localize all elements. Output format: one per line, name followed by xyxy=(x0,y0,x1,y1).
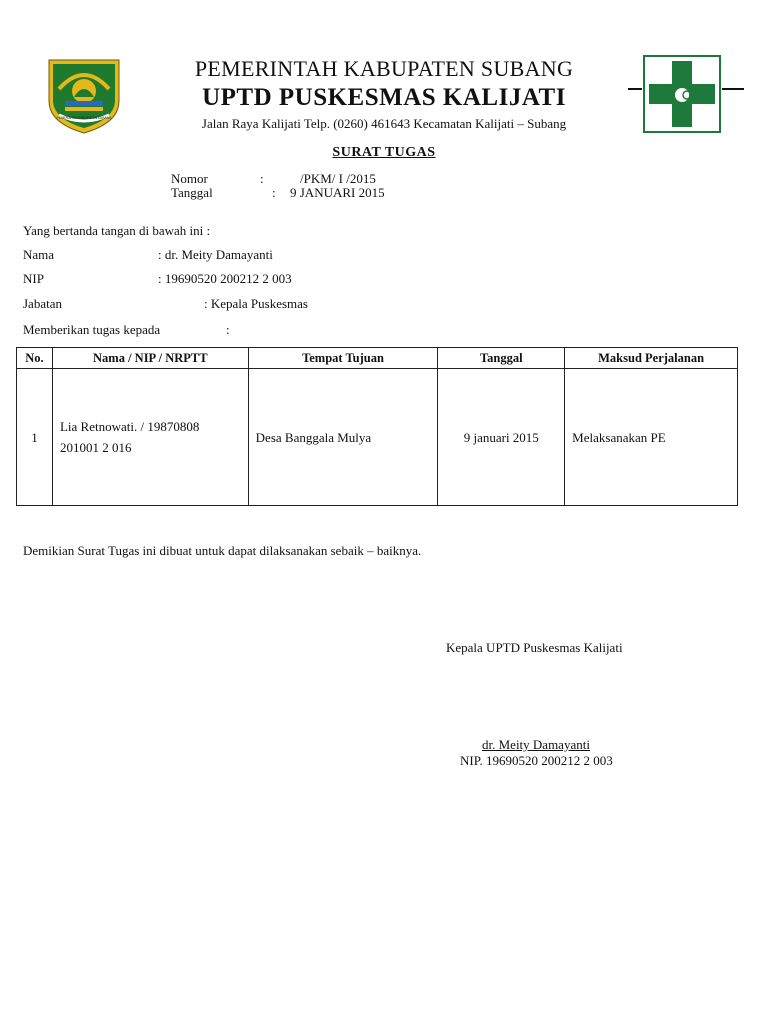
nama-label: Nama xyxy=(23,247,55,262)
jabatan-label: Jabatan xyxy=(23,296,62,311)
tanggal-value: 9 JANUARI 2015 xyxy=(290,185,385,200)
assignment-table xyxy=(16,347,738,506)
header-maksud: Maksud Perjalanan xyxy=(565,348,738,369)
header-tanggal: Tanggal xyxy=(438,348,565,369)
nomor-sep: : xyxy=(260,171,264,186)
header-tujuan: Tempat Tujuan xyxy=(248,348,438,369)
cell-maksud: Melaksanakan PE xyxy=(565,369,738,506)
jabatan-value: : Kepala Puskesmas xyxy=(204,296,308,311)
document-title: SURAT TUGAS xyxy=(332,145,436,160)
nomor-label: Nomor xyxy=(171,171,208,186)
signature-position: Kepala UPTD Puskesmas Kalijati xyxy=(446,640,623,655)
cell-tujuan: Desa Banggala Mulya xyxy=(248,369,438,506)
tanggal-label: Tanggal xyxy=(171,185,213,200)
header-no: No. xyxy=(17,348,53,369)
nomor-value: /PKM/ I /2015 xyxy=(300,171,376,186)
letterhead-institution: UPTD PUSKESMAS KALIJATI xyxy=(202,84,566,111)
cell-nama-line1: Lia Retnowati. / 19870808 xyxy=(59,419,200,434)
table-row xyxy=(17,369,738,506)
letterhead-government: PEMERINTAH KABUPATEN SUBANG xyxy=(194,56,574,81)
assign-sep: : xyxy=(226,322,230,337)
nama-value: : dr. Meity Damayanti xyxy=(158,247,273,262)
nip-value: : 19690520 200212 2 003 xyxy=(158,271,292,286)
emblem-lettering: PEMERINTAH KABUPATEN SUBANG xyxy=(56,116,112,120)
intro-text: Yang bertanda tangan di bawah ini : xyxy=(23,223,211,238)
cell-no: 1 xyxy=(17,369,53,506)
cell-nama xyxy=(52,369,248,506)
table-header-row xyxy=(17,348,738,369)
letterhead-address: Jalan Raya Kalijati Telp. (0260) 461643 Kecamatan Kalijati – Subang xyxy=(201,116,567,131)
signature-nip: NIP. 19690520 200212 2 003 xyxy=(460,753,613,768)
assign-label: Memberikan tugas kepada xyxy=(23,322,161,337)
tanggal-sep: : xyxy=(272,185,276,200)
closing-text: Demikian Surat Tugas ini dibuat untuk dapat dilaksanakan sebaik – baiknya. xyxy=(23,543,422,558)
cell-tanggal: 9 januari 2015 xyxy=(438,369,565,506)
cell-nama-line2: 201001 2 016 xyxy=(59,440,132,455)
signature-name: dr. Meity Damayanti xyxy=(482,737,590,752)
nip-label: NIP xyxy=(23,271,44,286)
header-nama: Nama / NIP / NRPTT xyxy=(52,348,248,369)
